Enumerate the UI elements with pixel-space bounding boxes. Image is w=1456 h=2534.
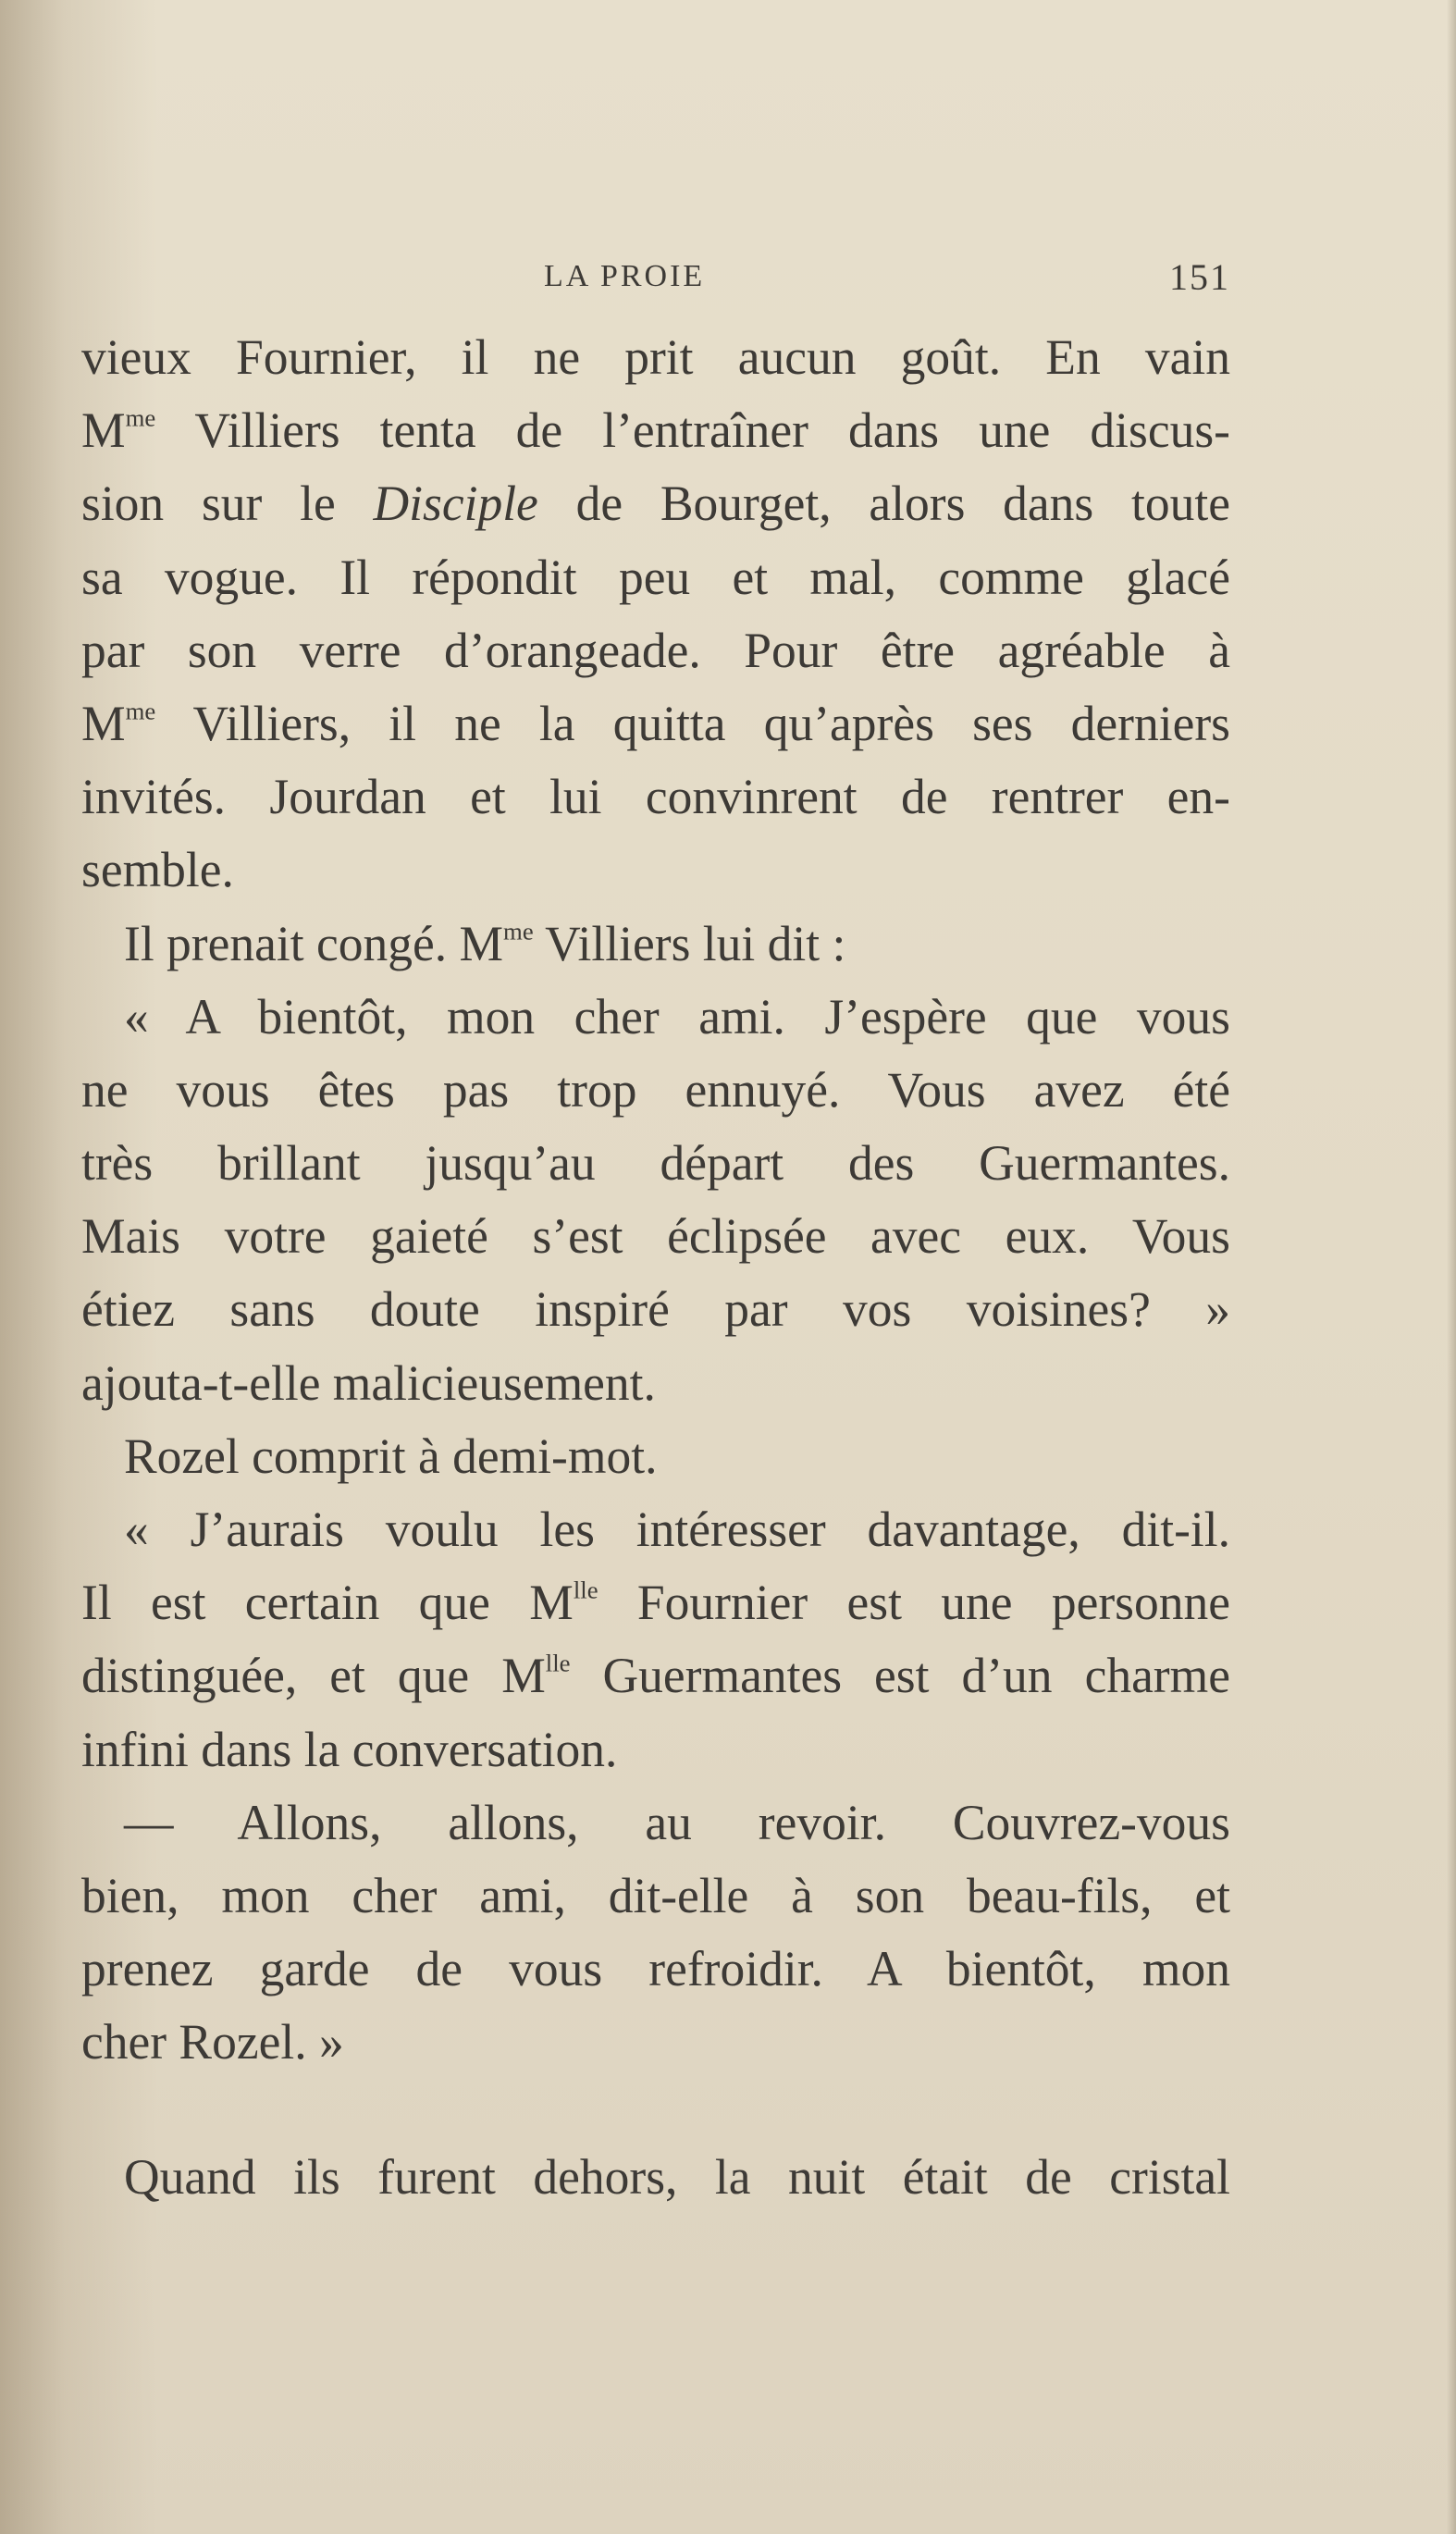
text-line: Il est certain que $M^{lle}$ Fournier est une personne <box>81 1575 1230 1631</box>
running-head <box>81 256 1230 305</box>
text-line: sa vogue. Il répondit peu et mal, comme glacé <box>81 549 1230 605</box>
text-line: « A bientôt, mon cher ami. J’espère que vous <box>124 988 1230 1045</box>
text-line: $M^{me}$ Villiers, il ne la quitta qu’après ses derniers <box>81 695 1230 751</box>
text-line: cher Rozel. » <box>81 2014 344 2070</box>
page-number: 151 <box>1169 256 1230 298</box>
text-line: distinguée, et que $M^{lle}$ Guermantes est d’un charme <box>81 1648 1230 1704</box>
text-line: ajouta-t-elle malicieusement. <box>81 1354 656 1411</box>
book-title: Disciple <box>373 476 538 532</box>
text-line: bien, mon cher ami, dit-elle à son beau-fils, et <box>81 1867 1230 1923</box>
text-line: Rozel comprit à demi-mot. <box>124 1428 658 1484</box>
text-line: sion sur le Disciple de Bourget, alors dans toute <box>81 476 1230 532</box>
text-line: étiez sans doute inspiré par vos voisines? » <box>81 1281 1230 1338</box>
body-text <box>81 321 1230 2214</box>
text-line: $M^{me}$ Villiers tenta de l’entraîner dans une discus- <box>81 402 1230 459</box>
text-line: vieux Fournier, il ne prit aucun goût. En vain <box>81 329 1230 385</box>
text-line: Mais votre gaieté s’est éclipsée avec eux. Vous <box>81 1208 1230 1265</box>
text-line: prenez garde de vous refroidir. A bientôt, mon <box>81 1941 1230 1997</box>
text-line: invités. Jourdan et lui convinrent de rentrer en- <box>81 769 1230 825</box>
text-line: infini dans la conversation. <box>81 1721 618 1777</box>
text-line: très brillant jusqu’au départ des Guermantes. <box>81 1135 1230 1192</box>
text-line: — Allons, allons, au revoir. Couvrez-vous <box>124 1794 1230 1850</box>
text-line: par son verre d’orangeade. Pour être agréable à <box>81 622 1230 678</box>
text-line: « J’aurais voulu les intéresser davantage, dit-il. <box>124 1502 1230 1557</box>
text-line: Quand ils furent dehors, la nuit était de cristal <box>124 2148 1230 2205</box>
text-line: semble. <box>81 842 234 898</box>
text-line: Il prenait congé. $M^{me}$ Villiers lui dit : <box>124 915 846 971</box>
running-title: LA PROIE <box>544 259 706 293</box>
text-line: ne vous êtes pas trop ennuyé. Vous avez été <box>81 1061 1230 1118</box>
paragraph-gap <box>81 2080 1230 2141</box>
